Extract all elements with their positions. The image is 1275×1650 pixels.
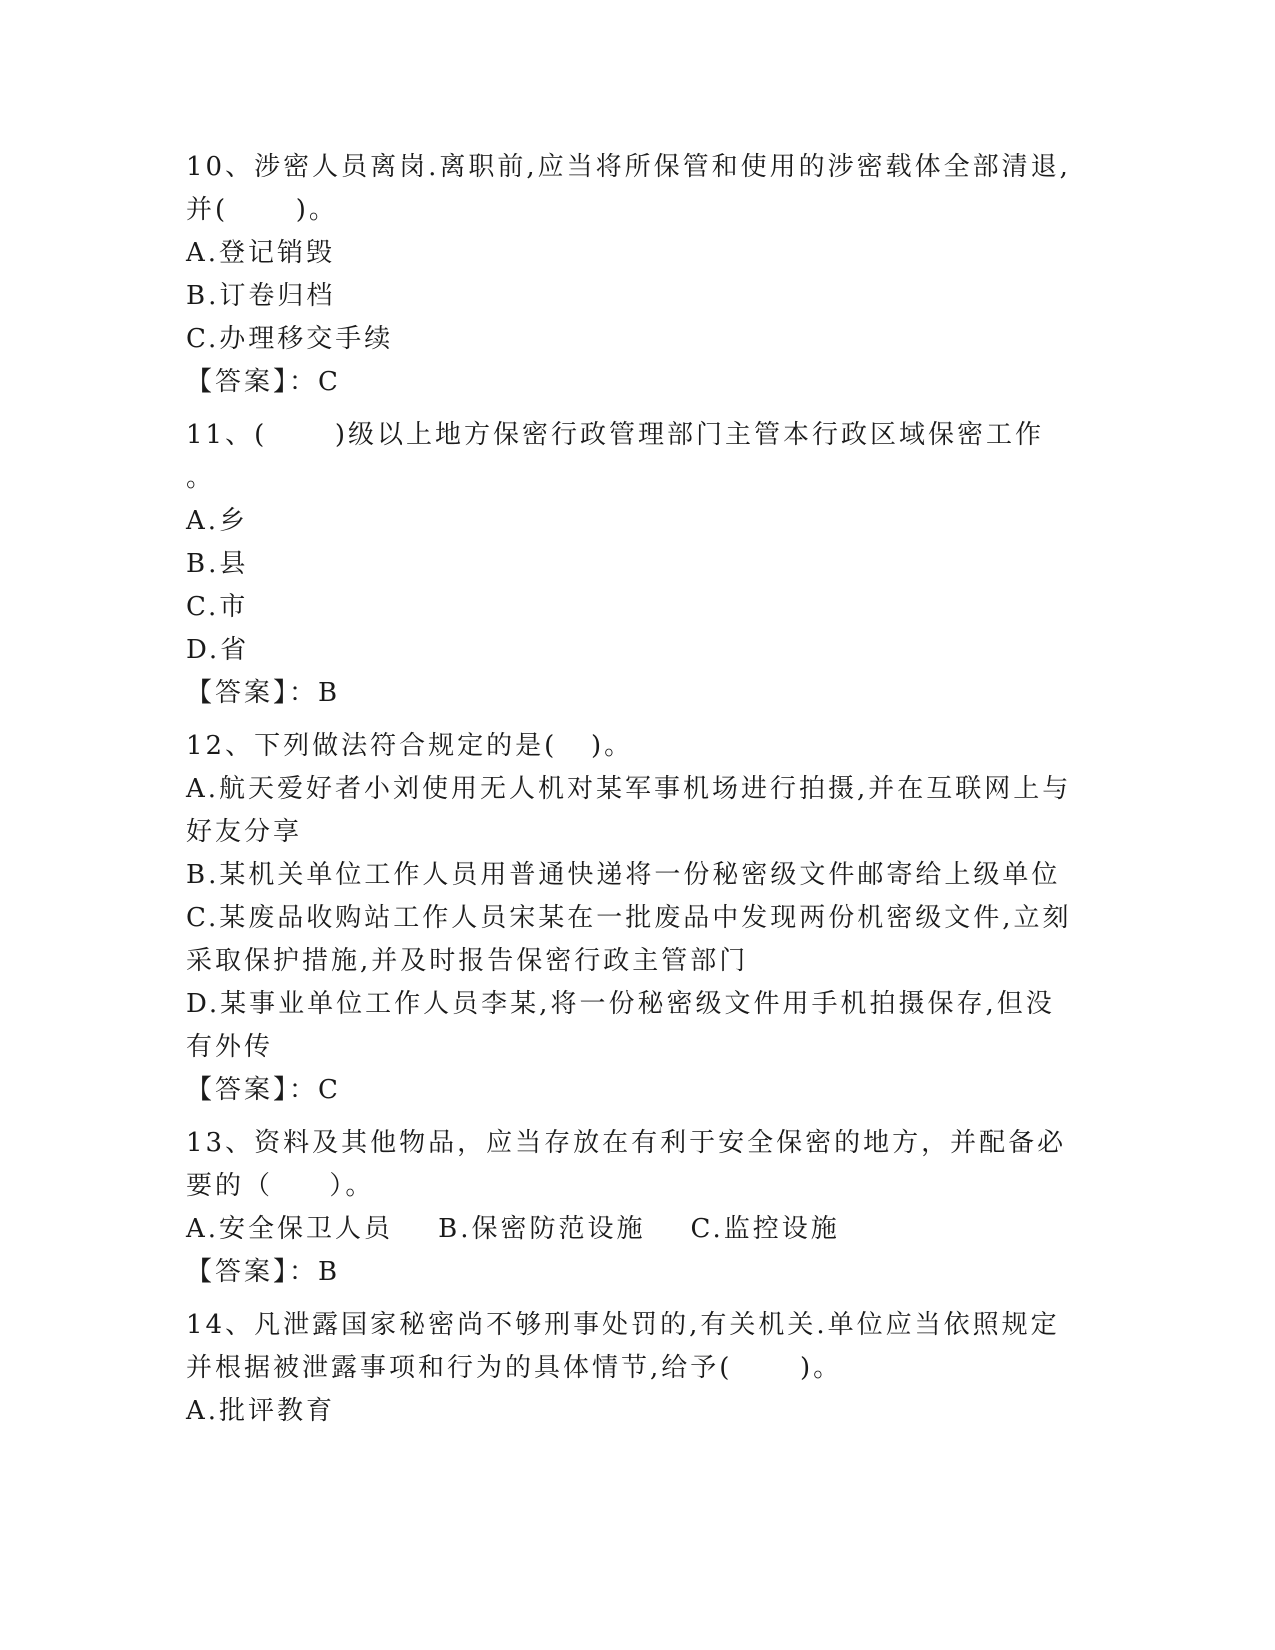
question-text: 并( )。 <box>186 195 338 225</box>
question-10 <box>186 146 1086 404</box>
question-text: 13、资料及其他物品，应当存放在有利于安全保密的地方，并配备必 <box>186 1128 1067 1158</box>
question-text: 11、( )级以上地方保密行政管理部门主管本行政区域保密工作 <box>186 420 1044 450</box>
question-13 <box>186 1122 1086 1294</box>
question-text: 12、下列做法符合规定的是( )。 <box>186 731 634 761</box>
option-a: A.批评教育 <box>186 1396 336 1426</box>
question-text: 14、凡泄露国家秘密尚不够刑事处罚的,有关机关.单位应当依照规定 <box>186 1310 1060 1340</box>
option-d-cont: 有外传 <box>186 1032 274 1062</box>
option-a-cont: 好友分享 <box>186 817 303 847</box>
option-c-cont: 采取保护措施,并及时报告保密行政主管部门 <box>186 946 749 976</box>
option-c: C.市 <box>186 592 249 622</box>
question-11 <box>186 414 1086 715</box>
option-b: B.订卷归档 <box>186 281 336 311</box>
answer: 【答案】：B <box>186 678 341 708</box>
option-c: C.某废品收购站工作人员宋某在一批废品中发现两份机密级文件,立刻 <box>186 903 1072 933</box>
option-d: D.省 <box>186 635 250 665</box>
option-c: C.办理移交手续 <box>186 324 394 354</box>
document-page <box>186 146 1086 1443</box>
question-text: 并根据被泄露事项和行为的具体情节,给予( )。 <box>186 1353 843 1383</box>
option-a: A.登记销毁 <box>186 238 336 268</box>
question-text: 10、涉密人员离岗.离职前,应当将所保管和使用的涉密载体全部清退, <box>186 152 1071 182</box>
option-d: D.某事业单位工作人员李某,将一份秘密级文件用手机拍摄保存,但没 <box>186 989 1055 1019</box>
answer: 【答案】：C <box>186 367 341 397</box>
question-text: 。 <box>186 463 216 493</box>
question-14 <box>186 1304 1086 1433</box>
question-text: 要的（ ）。 <box>186 1171 375 1201</box>
option-a: A.乡 <box>186 506 249 536</box>
answer: 【答案】：B <box>186 1257 341 1287</box>
option-a: A.航天爱好者小刘使用无人机对某军事机场进行拍摄,并在互联网上与 <box>186 774 1072 804</box>
question-12 <box>186 725 1086 1112</box>
option-b: B.某机关单位工作人员用普通快递将一份秘密级文件邮寄给上级单位 <box>186 860 1061 890</box>
options-inline: A.安全保卫人员 B.保密防范设施 C.监控设施 <box>186 1214 840 1244</box>
answer: 【答案】：C <box>186 1075 341 1105</box>
option-b: B.县 <box>186 549 249 579</box>
